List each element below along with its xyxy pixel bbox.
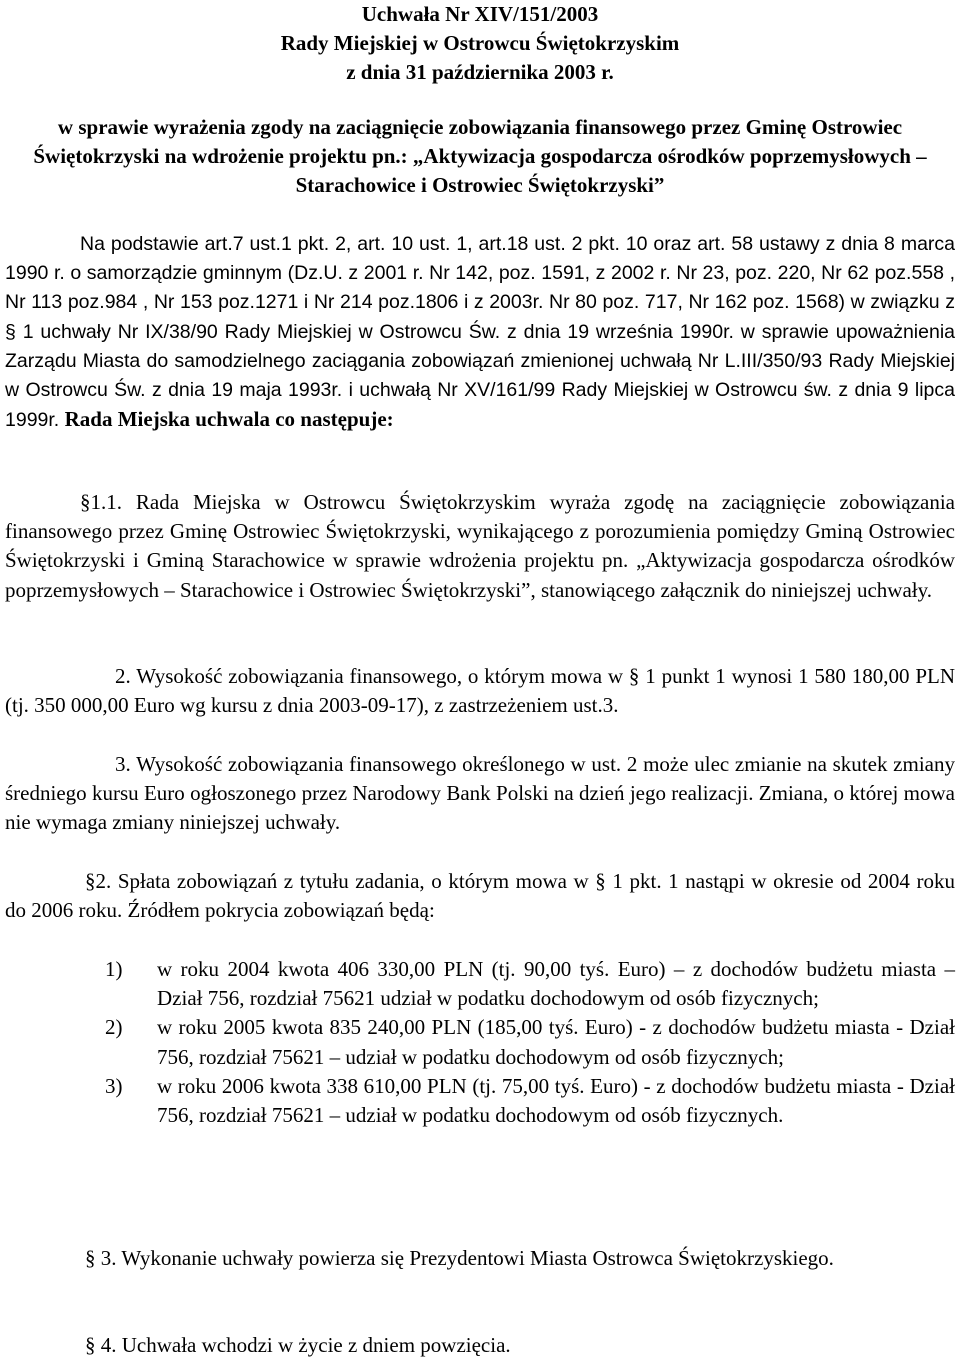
section-1-paragraph-2: 2. Wysokość zobowiązania finansowego, o którym mowa w § 1 punkt 1 wynosi 1 580 180,00 PLN (tj. 350 000,00 Euro wg kursu z dnia 2003-09-17), z zastrzeżeniem ust.3. [5, 664, 955, 718]
preamble-paragraph [5, 230, 955, 435]
section-3-paragraph: § 3. Wykonanie uchwały powierza się Prezydentowi Miasta Ostrowca Świętokrzyskiego. [85, 1246, 834, 1270]
resolution-number: Uchwała Nr XIV/151/2003 [361, 2, 599, 26]
list-item [105, 1013, 955, 1071]
resolution-header [0, 0, 960, 87]
enacting-formula: Rada Miejska uchwala co następuje: [64, 407, 394, 432]
resolution-subject: w sprawie wyrażenia zgody na zaciągnięcie zobowiązania finansowego przez Gminę Ostrowiec Świętokrzyski na wdrożenie projektu pn.: „Aktywizacja gospodarcza ośrodków poprzemysłowych – Starachowice i Ostrowiec Świętokrzyski” [33, 115, 927, 197]
list-item-number: 2) [105, 1015, 123, 1040]
repayment-sources-list [105, 955, 955, 1130]
preamble-text: Na podstawie art.7 ust.1 pkt. 2, art. 10 ust. 1, art.18 ust. 2 pkt. 10 oraz art. 58 ustawy z dnia 8 marca 1990 r. o samorządzie gminnym (Dz.U. z 2001 r. Nr 142, poz. 1591, z 2002 r. Nr 23, poz. 220, Nr 62 poz.558 , Nr 113 poz.984 , Nr 153 poz.1271 i Nr 214 poz.1806 i z 2003r. Nr 80 poz. 717, Nr 162 poz. 1568) w związku z § 1 uchwały Nr IX/38/90 Rady Miejskiej w Ostrowcu Św. z dnia 19 września 1990r. w sprawie upoważnienia Zarządu Miasta do samodzielnego zaciągania zobowiązań zmienionej uchwałą Nr L.III/350/93 Rady Miejskiej w Ostrowcu Św. z dnia 19 maja 1993r. i uchwałą Nr XV/161/99 Rady Miejskiej w Ostrowcu św. z dnia 9 lipca 1999r. [5, 233, 955, 432]
list-item-number: 3) [105, 1073, 123, 1098]
section-2-paragraph: §2. Spłata zobowiązań z tytułu zadania, o którym mowa w § 1 pkt. 1 nastąpi w okresie od 2004 roku do 2006 roku. Źródłem pokrycia zobowiązań będą: [5, 869, 955, 923]
section-1-paragraph-1: §1.1. Rada Miejska w Ostrowcu Świętokrzyskim wyraża zgodę na zaciągnięcie zobowiązania finansowego przez Gminę Ostrowiec Świętokrzyski, wynikającego z porozumienia pomiędzy Gminą Ostrowiec Świętokrzyski i Gminą Starachowice w sprawie wdrożenia projektu pn. „Aktywizacja gospodarcza ośrodków poprzemysłowych – Starachowice i Ostrowiec Świętokrzyski”, stanowiącego załącznik do niniejszej uchwały. [5, 490, 955, 602]
list-item [105, 1072, 955, 1130]
list-item-text: w roku 2004 kwota 406 330,00 PLN (tj. 90,00 tyś. Euro) – z dochodów budżetu miasta – Dział 756, rozdział 75621 udział w podatku dochodowym od osób fizycznych; [157, 957, 955, 1011]
list-item-number: 1) [105, 957, 123, 981]
list-item-text: w roku 2006 kwota 338 610,00 PLN (tj. 75,00 tyś. Euro) - z dochodów budżetu miasta - Dział 756, rozdział 75621 – udział w podatku dochodowym od osób fizycznych. [157, 1073, 955, 1128]
list-item [105, 955, 955, 1013]
council-name: Rady Miejskiej w Ostrowcu Świętokrzyskim [280, 31, 680, 55]
section-1-paragraph-3: 3. Wysokość zobowiązania finansowego określonego w ust. 2 może ulec zmianie na skutek zmiany średniego kursu Euro ogłoszonego przez Narodowy Bank Polski na dzień jego realizacji. Zmiana, o której mowa nie wymaga zmiany niniejszej uchwały. [5, 752, 955, 835]
section-4-paragraph: § 4. Uchwała wchodzi w życie z dniem powzięcia. [85, 1333, 511, 1357]
list-item-text: w roku 2005 kwota 835 240,00 PLN (185,00 tyś. Euro) - z dochodów budżetu miasta - Dział 756, rozdział 75621 – udział w podatku dochodowym od osób fizycznych; [157, 1015, 955, 1069]
resolution-date: z dnia 31 października 2003 r. [346, 60, 614, 84]
